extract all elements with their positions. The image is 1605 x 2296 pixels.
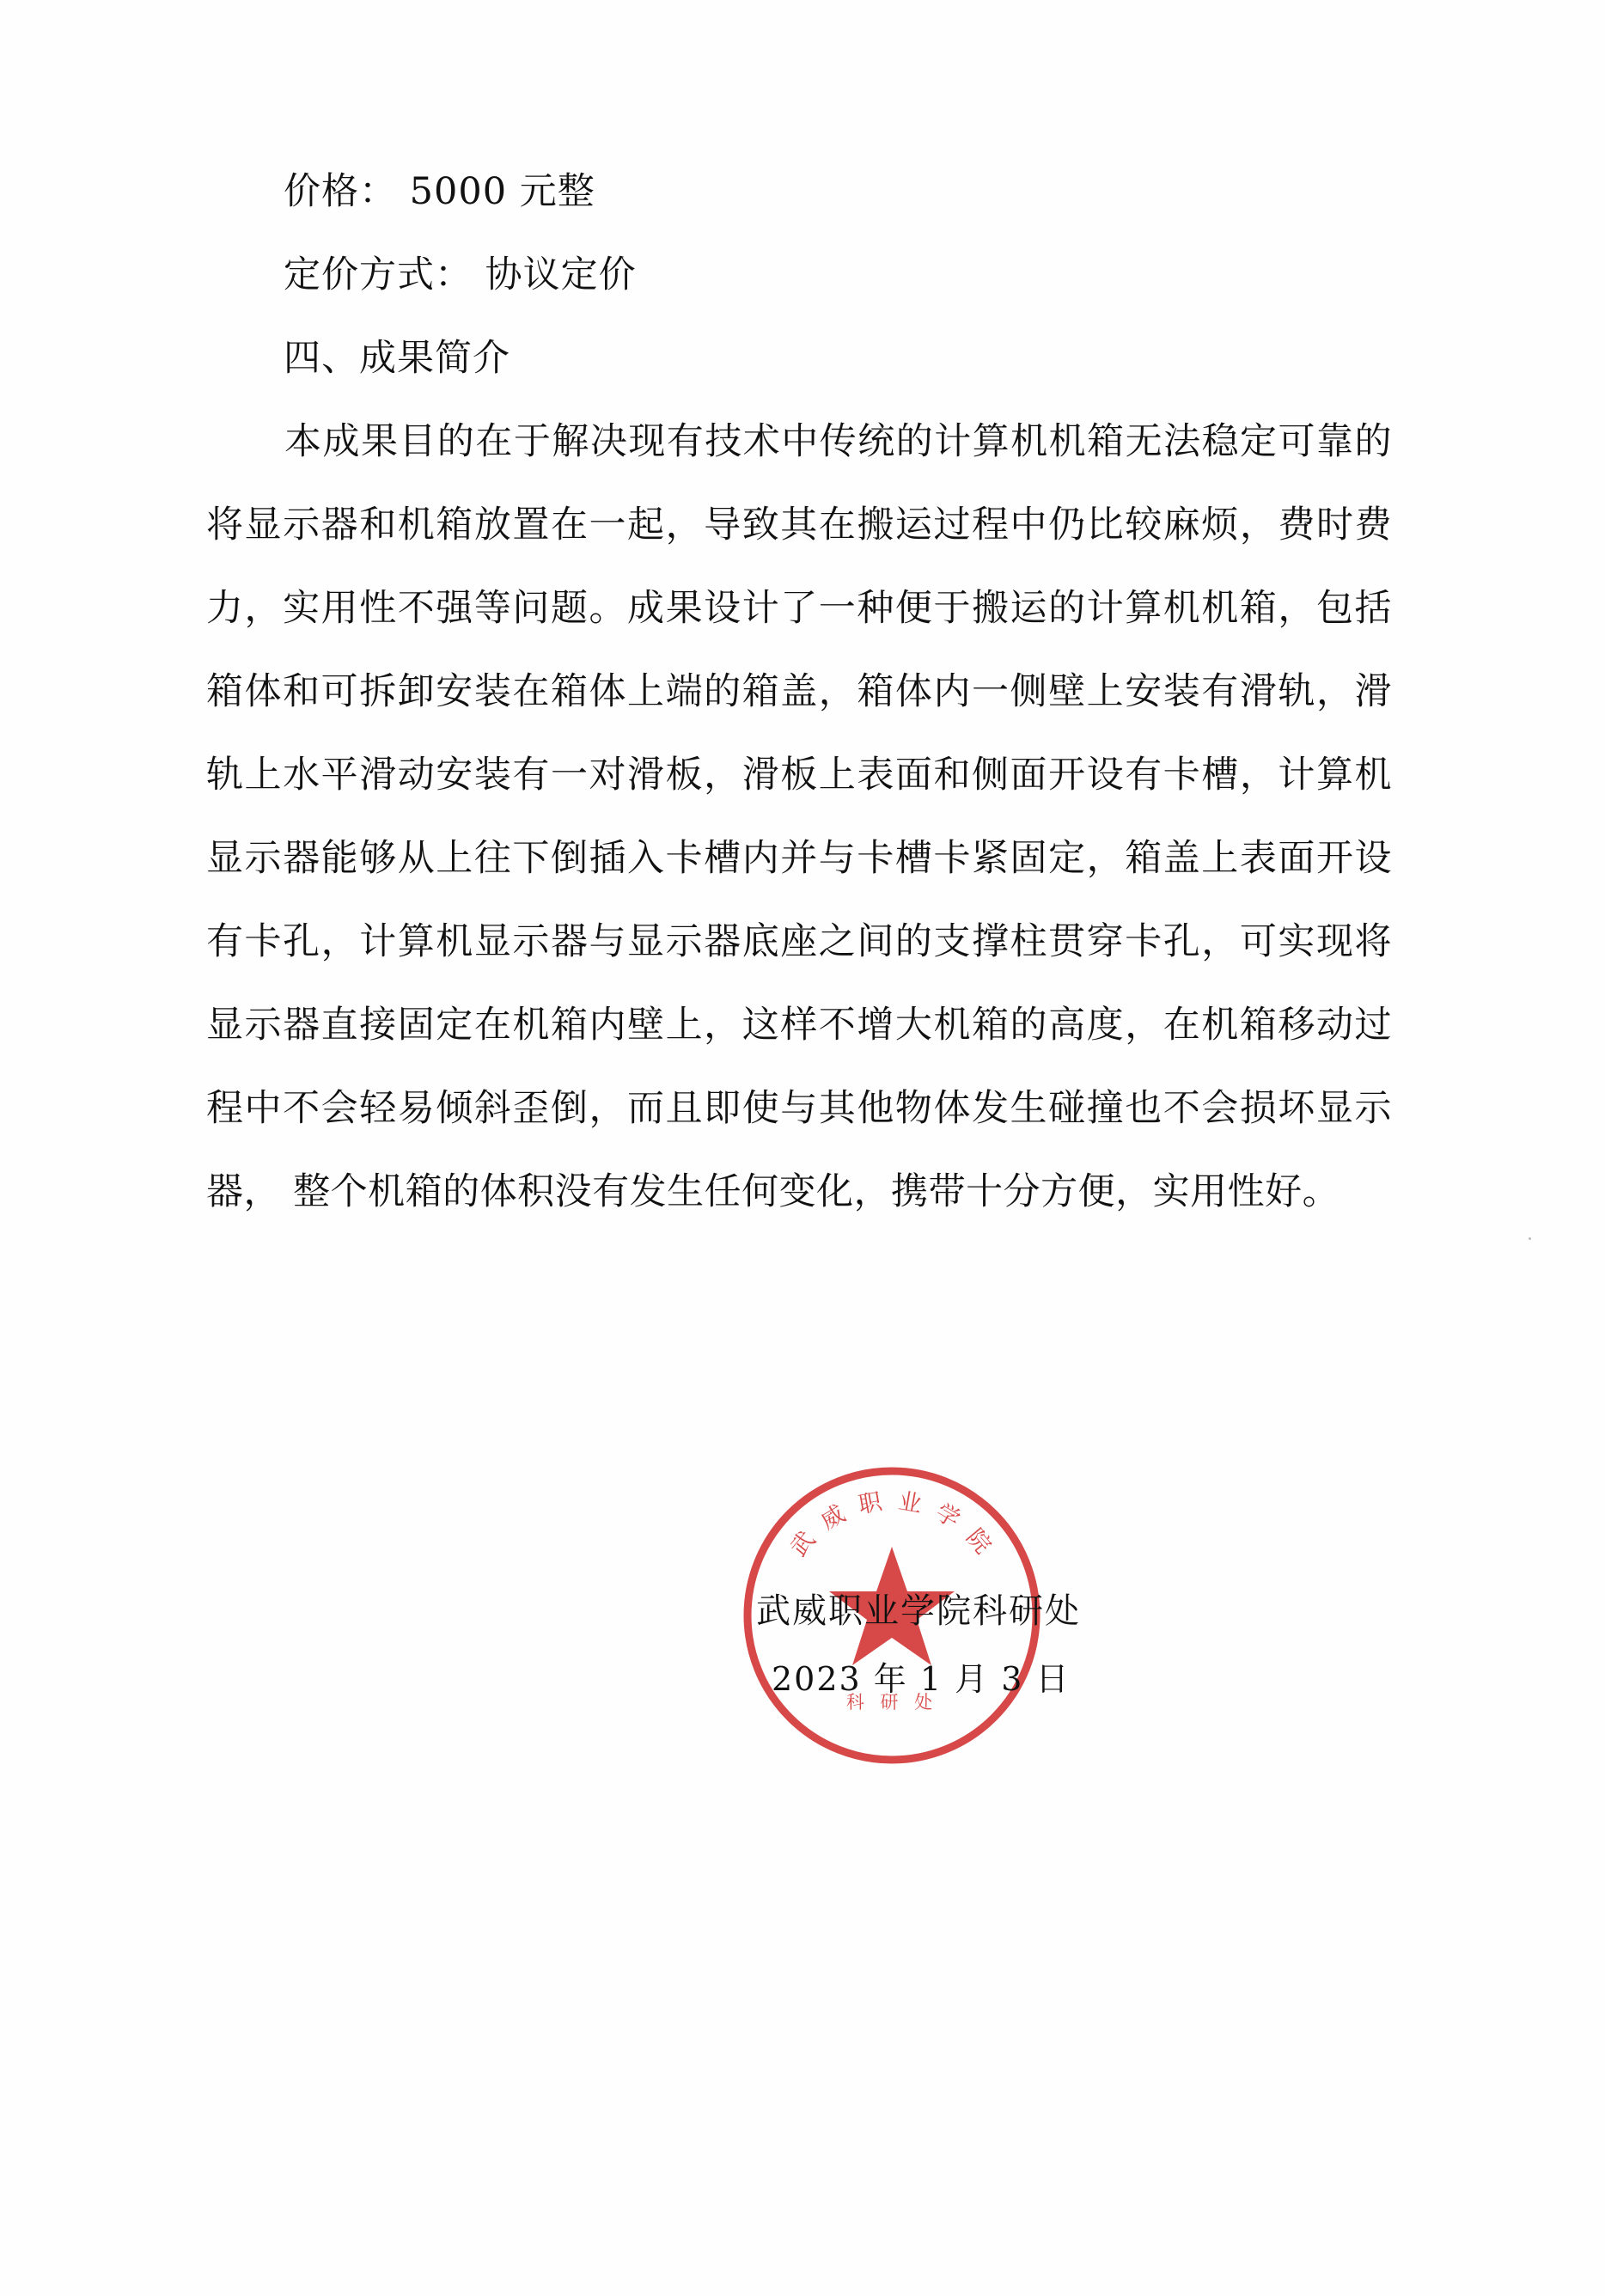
field-pricing-method: 定价方式： 协议定价 [284,253,637,296]
field-price: 价格： 5000 元整 [284,170,595,213]
svg-text:武 威 职 业 学 院: 武 威 职 业 学 院 [785,1487,998,1562]
page-speck [1529,1237,1531,1240]
paragraph-text: 本成果目的在于解决现有技术中传统的计算机机箱无法稳定可靠的将显示器和机箱放置在一起，导致其在搬运过程中仍比较麻烦，费时费力，实用性不强等问题。成果设计了一种便于搬运的计算机机箱，包括箱体和可拆卸安装在箱体上端的箱盖，箱体内一侧壁上安装有滑轨，滑轨上水平滑动安装有一对滑板，滑板上表面和侧面开设有卡槽，计算机显示器能够从上往下倒插入卡槽内并与卡槽卡紧固定，箱盖上表面开设有卡孔，计算机显示器与显示器底座之间的支撑柱贯穿卡孔，可实现将显示器直接固定在机箱内壁上，这样不增大机箱的高度，在机箱移动过程中不会轻易倾斜歪倒，而且即使与其他物体发生碰撞也不会损坏显示器， 整个机箱的体积没有发生任何变化，携带十分方便，实用性好。 [206,420,1392,1213]
signature-date: 2023 年 1 月 3 日 [772,1660,1071,1698]
signature-block [756,1577,1237,1713]
svg-text:科 研 处: 科 研 处 [845,1692,938,1713]
section-heading: 四、成果简介 [284,337,510,380]
signature-organization: 武威职业学院科研处 [756,1591,1081,1631]
document-content [206,150,1392,1234]
body-paragraph [206,400,1392,1234]
